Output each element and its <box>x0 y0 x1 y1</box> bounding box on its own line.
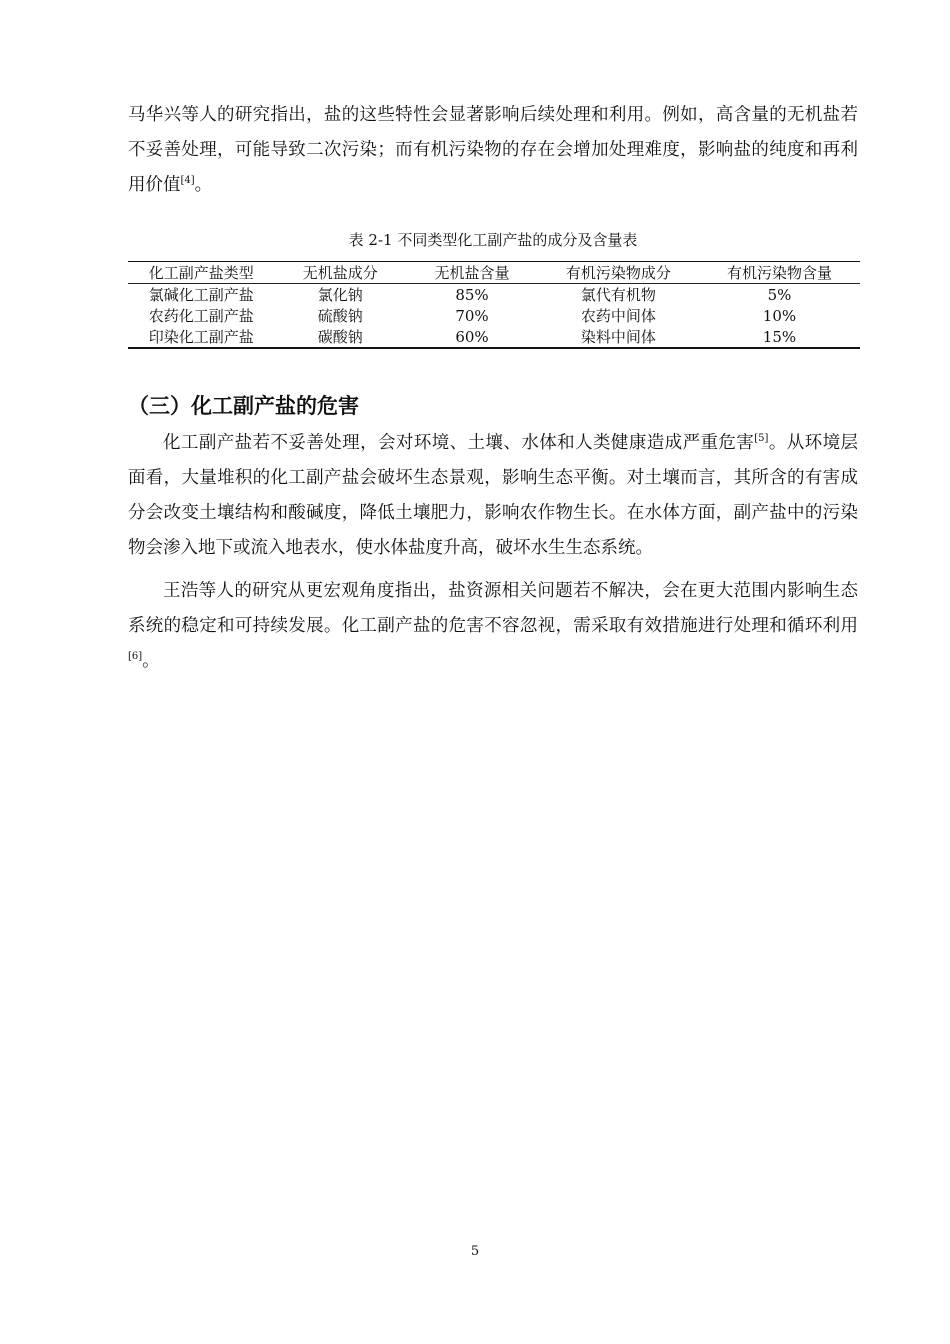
citation-4[interactable]: [4] <box>180 175 195 186</box>
paragraph-end: 。 <box>194 175 213 195</box>
table-cell: 染料中间体 <box>538 326 699 348</box>
citation-6[interactable]: [6] <box>128 651 143 662</box>
table-cell: 10% <box>762 306 797 325</box>
table-cell: 氯碱化工副产盐 <box>148 286 254 304</box>
paragraph-end: 。 <box>142 651 160 671</box>
table-cell: 氯化钠 <box>317 286 363 304</box>
table-cell: 15% <box>699 326 860 348</box>
salt-composition-table <box>128 261 860 349</box>
table-cell: 农药中间体 <box>580 307 656 325</box>
table-row <box>128 305 860 326</box>
table-cell: 氯代有机物 <box>580 286 656 304</box>
column-header-organic-component: 有机污染物成分 <box>538 262 699 284</box>
column-header-inorganic-content: 无机盐含量 <box>406 262 538 284</box>
section-heading: （三）化工副产盐的危害 <box>128 394 359 418</box>
table-cell: 70% <box>455 306 489 325</box>
paragraph-text: 化工副产盐若不妥善处理，会对环境、土壤、水体和人类健康造成严重危害 <box>163 433 755 453</box>
table-cell: 硫酸钠 <box>317 307 363 325</box>
table-caption: 表 2-1 不同类型化工副产盐的成分及含量表 <box>348 231 638 249</box>
paragraph-macro-view <box>128 574 858 679</box>
table-cell: 85% <box>455 285 489 304</box>
paragraph-text-continued: 。从环境层面看，大量堆积的化工副产盐会破坏生态景观，影响生态平衡。对土壤而言，其所含的有害成分会改变土壤结构和酸碱度，降低土壤肥力，影响农作物生长。在水体方面，副产盐中的污染物会渗入地下或流入地表水，使水体盐度升高，破坏水生生态系统。 <box>128 433 859 558</box>
citation-5[interactable]: [5] <box>754 433 769 444</box>
page-number: 5 <box>470 1244 480 1259</box>
table-row <box>128 284 860 306</box>
table-cell: 5% <box>767 285 792 304</box>
table-cell: 印染化工副产盐 <box>128 326 274 348</box>
table-row <box>128 326 860 348</box>
column-header-type: 化工副产盐类型 <box>128 262 274 284</box>
paragraph-text: 王浩等人的研究从更宏观角度指出，盐资源相关问题若不解决，会在更大范围内影响生态系统的稳定和可持续发展。化工副产盐的危害不容忽视，需采取有效措施进行处理和循环利用 <box>128 581 858 636</box>
table-cell: 农药化工副产盐 <box>148 307 254 325</box>
paragraph-salt-properties <box>128 98 858 203</box>
column-header-organic-content: 有机污染物含量 <box>699 262 860 284</box>
column-header-inorganic-component: 无机盐成分 <box>274 262 406 284</box>
table-cell: 碳酸钠 <box>274 326 406 348</box>
table-header-row <box>128 262 860 284</box>
table-cell: 60% <box>406 326 538 348</box>
paragraph-text: 马华兴等人的研究指出，盐的这些特性会显著影响后续处理和利用。例如，高含量的无机盐若不妥善处理，可能导致二次污染；而有机污染物的存在会增加处理难度，影响盐的纯度和再利用价值 <box>128 105 858 195</box>
paragraph-hazards <box>128 426 858 566</box>
